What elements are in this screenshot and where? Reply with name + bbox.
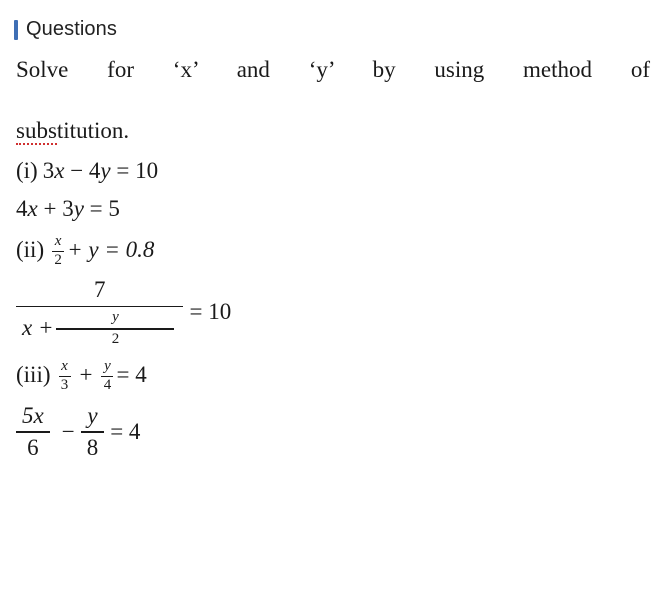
fraction-bar [56, 328, 174, 330]
equation-row-i-2 [16, 194, 647, 224]
equation-row-i-1 [16, 156, 647, 186]
equation-row-iii-2 [16, 403, 647, 461]
eq-token: − [61, 418, 75, 444]
eq-token: = 10 [110, 158, 159, 184]
fraction-x-over-3 [59, 359, 71, 394]
eq-token: = 4 [116, 362, 147, 388]
fraction-y-over-2 [56, 310, 174, 347]
eq-token: 3 [62, 196, 74, 222]
eq-token: x [27, 196, 38, 222]
eq-token: − [64, 158, 89, 184]
fraction-numerator: x [54, 232, 62, 249]
fraction-bar [16, 431, 50, 433]
question-body [14, 55, 650, 461]
intro-paragraph [16, 55, 650, 146]
fraction-numerator: x [61, 358, 68, 375]
fraction-denominator: 6 [27, 434, 39, 460]
fraction-denominator: 8 [86, 434, 99, 460]
fraction-x-over-2 [52, 234, 64, 269]
question-label-ii: (ii) [16, 236, 45, 262]
eq-token: y [100, 158, 111, 184]
fraction-bar [81, 431, 105, 433]
fraction-bar [16, 306, 183, 308]
fraction-numerator: y [112, 309, 119, 326]
accent-bar [14, 20, 18, 40]
eq-token: y [73, 196, 84, 222]
fraction-5x-over-6 [16, 403, 50, 461]
fraction-numerator: 7 [93, 277, 106, 303]
eq-token: + y = 0.8 [67, 236, 155, 262]
fraction-y-over-8 [81, 403, 105, 461]
page-title: Questions [26, 18, 117, 40]
eq-token: = 4 [110, 418, 141, 444]
equation-row-iii-1 [16, 358, 647, 393]
fraction-denominator [16, 309, 183, 346]
question-label-i: (i) [16, 158, 38, 184]
intro-line-2: substitution. [16, 117, 130, 143]
eq-token: x + [22, 314, 54, 340]
fraction-denominator: 4 [103, 377, 112, 394]
fraction-denominator: 2 [54, 251, 62, 268]
fraction-numerator: 5x [22, 402, 44, 428]
eq-token: = 5 [83, 196, 120, 222]
intro-line-1: Solve for ‘x’ and ‘y’ by using method of [16, 57, 650, 82]
fraction-numerator: y [104, 358, 111, 375]
fraction-7-over-x-plus-y-2 [16, 277, 183, 346]
equation-row-ii-1 [16, 233, 647, 268]
eq-token: 4 [88, 158, 101, 184]
eq-token: + [79, 362, 93, 388]
fraction-denominator: 2 [111, 330, 120, 347]
eq-token: 3 [42, 158, 55, 184]
eq-token: = 10 [189, 298, 232, 324]
fraction-denominator: 3 [60, 377, 69, 394]
question-label-iii: (iii) [16, 362, 51, 388]
equation-row-ii-2 [16, 277, 647, 346]
spellcheck-underline: subs [16, 117, 57, 143]
section-header [14, 18, 647, 41]
fraction-numerator: y [87, 402, 98, 428]
eq-token: + [37, 196, 63, 222]
fraction-y-over-4 [101, 359, 113, 394]
eq-token: 4 [16, 196, 28, 222]
eq-token: x [54, 158, 65, 184]
